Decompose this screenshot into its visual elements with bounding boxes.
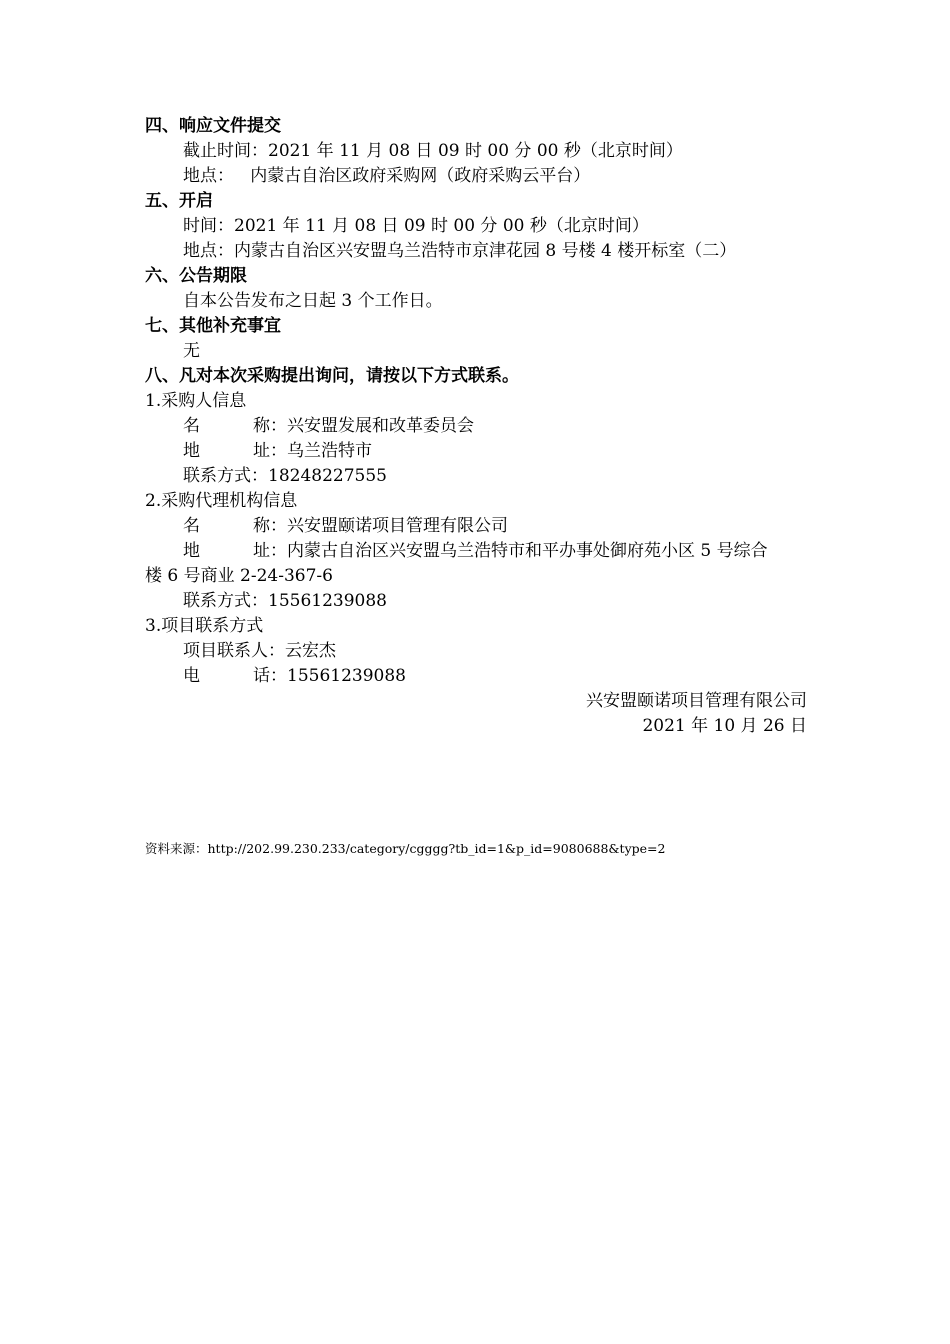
- section-8-heading: 八、凡对本次采购提出询问，请按以下方式联系。: [145, 366, 519, 386]
- purchaser-name-value: ：兴安盟发展和改革委员会: [270, 416, 474, 436]
- purchaser-title: 1.采购人信息: [145, 391, 247, 411]
- agency-name-value: ：兴安盟颐诺项目管理有限公司: [270, 516, 508, 536]
- agency-address: [145, 539, 807, 564]
- submission-deadline: 截止时间：2021 年 11 月 08 日 09 时 00 分 00 秒（北京时间）: [183, 141, 683, 161]
- section-7-heading: 七、其他补充事宜: [145, 316, 281, 336]
- agency-title: 2.采购代理机构信息: [145, 491, 298, 511]
- section-6-heading: 六、公告期限: [145, 266, 247, 286]
- project-phone-value: ：15561239088: [270, 666, 406, 686]
- announcement-body: [145, 114, 807, 739]
- purchaser-name: [145, 414, 807, 439]
- agency-name-label: 名称: [183, 516, 270, 536]
- purchaser-name-label: 名称: [183, 416, 270, 436]
- project-contact-title: 3.项目联系方式: [145, 616, 264, 636]
- notice-period-text: 自本公告发布之日起 3 个工作日。: [183, 291, 443, 311]
- agency-address-value: ：内蒙古自治区兴安盟乌兰浩特市和平办事处御府苑小区 5 号综合: [270, 541, 768, 561]
- purchaser-address-label: 地址: [183, 441, 270, 461]
- signature-date: 2021 年 10 月 26 日: [642, 716, 807, 736]
- purchaser-contact: 联系方式：18248227555: [183, 466, 387, 486]
- agency-name: [145, 514, 807, 539]
- signature-company: 兴安盟颐诺项目管理有限公司: [586, 691, 807, 711]
- project-phone-label: 电话: [183, 666, 270, 686]
- section-5-heading: 五、开启: [145, 191, 213, 211]
- section-4-heading: 四、响应文件提交: [145, 116, 281, 136]
- agency-address-continued: 楼 6 号商业 2-24-367-6: [145, 566, 333, 586]
- purchaser-address: [145, 439, 807, 464]
- project-contact-person: 项目联系人：云宏杰: [183, 641, 336, 661]
- submission-location: 地点： 内蒙古自治区政府采购网（政府采购云平台）: [183, 166, 591, 186]
- opening-location: 地点：内蒙古自治区兴安盟乌兰浩特市京津花园 8 号楼 4 楼开标室（二）: [183, 241, 737, 261]
- opening-time: 时间：2021 年 11 月 08 日 09 时 00 分 00 秒（北京时间）: [183, 216, 649, 236]
- source-note: 资料来源：http://202.99.230.233/category/cgggg?tb_id=1&p_id=9080688&type=2: [145, 841, 666, 856]
- agency-contact: 联系方式：15561239088: [183, 591, 387, 611]
- supplementary-text: 无: [183, 341, 200, 361]
- project-contact-phone: [145, 664, 807, 689]
- agency-address-label: 地址: [183, 541, 270, 561]
- purchaser-address-value: ：乌兰浩特市: [270, 441, 372, 461]
